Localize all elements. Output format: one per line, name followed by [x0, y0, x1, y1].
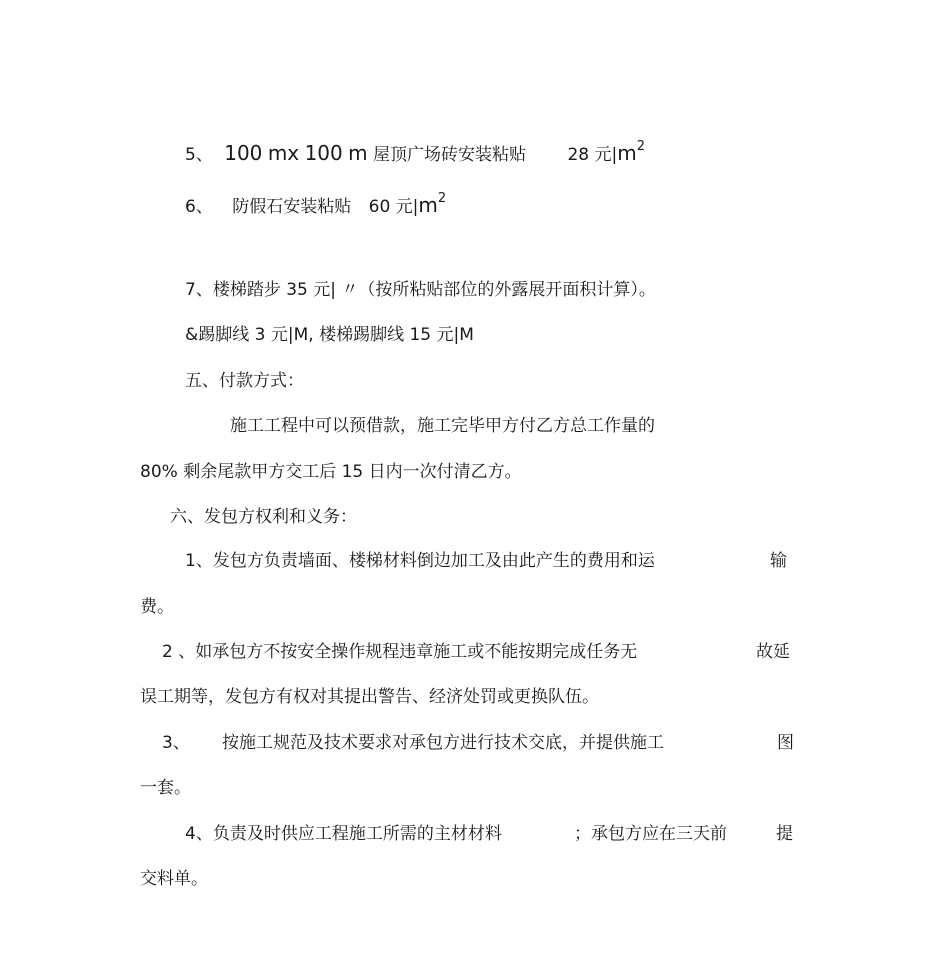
item-5-size-a: 100	[224, 141, 263, 165]
payment-line-2: 80% 剩余尾款甲方交工后 15 日内一次付清乙方。	[140, 462, 522, 482]
duty-4-line-1-tail: 提	[776, 824, 793, 844]
item-5-price-unit: m	[617, 141, 637, 165]
item-5-number: 5、	[185, 145, 213, 165]
item-5-price: 28 元|	[567, 145, 618, 165]
duty-3-number: 3、	[162, 733, 190, 753]
item-5-description: 屋顶广场砖安装粘贴	[373, 145, 527, 165]
item-6-price-exponent: 2	[437, 191, 447, 206]
payment-line-1: 施工工程中可以预借款，施工完毕甲方付乙方总工作量的	[230, 416, 655, 436]
item-8-line: &踢脚线 3 元|M, 楼梯踢脚线 15 元|M	[185, 325, 474, 345]
duty-3-line-1-tail: 图	[777, 733, 794, 753]
item-5-size-b: 100	[304, 141, 343, 165]
duty-1-line-2: 费。	[140, 597, 174, 617]
duty-2-line-1: 2 、如承包方不按安全操作规程违章施工或不能按期完成任务无	[162, 642, 638, 662]
item-6-number: 6、	[185, 197, 213, 217]
duty-2-line-1-tail: 故延	[756, 642, 790, 662]
item-5-price-exponent: 2	[636, 139, 645, 154]
section-6-heading: 六、发包方权利和义务：	[170, 507, 357, 527]
duty-3-line-2: 一套。	[140, 778, 191, 798]
item-6-line	[185, 191, 447, 218]
duty-1-line-1: 1、发包方负责墙面、楼梯材料倒边加工及由此产生的费用和运	[185, 551, 655, 571]
item-5-unit-b: m	[348, 141, 368, 165]
duty-1-line-1-tail: 输	[770, 551, 787, 571]
item-6-price: 60 元|	[368, 197, 419, 217]
item-5-unit-a: mx	[267, 141, 300, 165]
duty-4-line-2: 交料单。	[140, 869, 208, 889]
duty-4-line-1: 4、负责及时供应工程施工所需的主材材料	[185, 824, 502, 844]
item-5-line	[185, 139, 645, 166]
duty-4-line-1-mid: ；承包方应在三天前	[574, 824, 727, 844]
duty-3-line-1: 按施工规范及技术要求对承包方进行技术交底，并提供施工	[222, 733, 664, 753]
section-5-heading: 五、付款方式：	[185, 371, 304, 391]
item-7-line: 7、楼梯踏步 35 元| 〃（按所粘贴部位的外露展开面积计算）。	[185, 280, 656, 300]
duty-2-line-2: 误工期等，发包方有权对其提出警告、经济处罚或更换队伍。	[140, 687, 599, 707]
item-6-price-unit: m	[418, 193, 438, 217]
item-6-description: 防假石安装粘贴	[232, 197, 352, 217]
